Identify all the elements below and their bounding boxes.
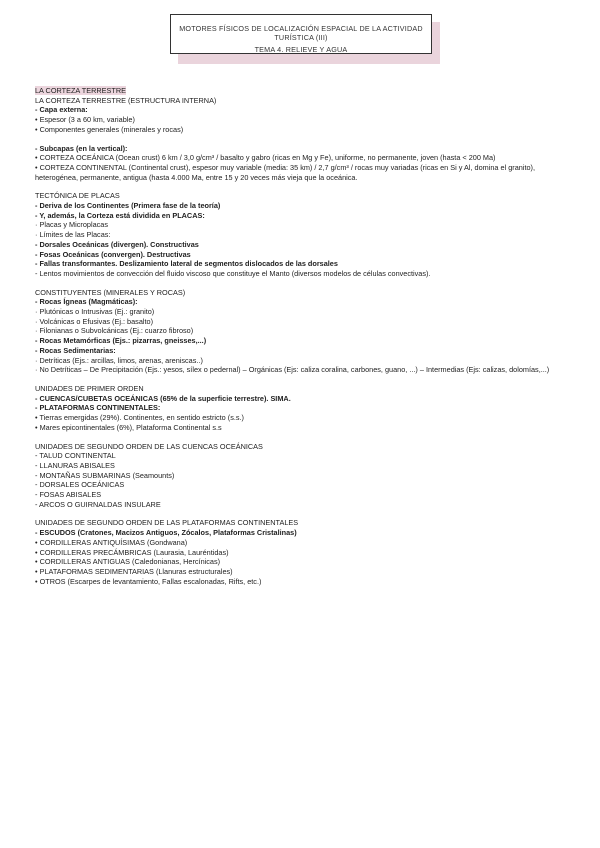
list-item: · Detríticas (Ejs.: arcillas, limos, arenas, areniscas..)	[35, 355, 203, 365]
list-item: - Fosas Oceánicas (convergen). Destructivas	[35, 249, 191, 259]
list-item: · Filonianas o Subvolcánicas (Ej.: cuarzo fibroso)	[35, 326, 194, 336]
list-item: • CORDILLERAS ANTIQUÍSIMAS (Gondwana)	[35, 537, 188, 547]
section-heading-segundo-oceanicas: UNIDADES DE SEGUNDO ORDEN DE LAS CUENCAS OCEÁNICAS	[35, 441, 263, 451]
list-item: - Rocas Sedimentarias:	[35, 345, 116, 355]
list-item: - Rocas Ígneas (Magmáticas):	[35, 297, 138, 307]
document-body	[35, 86, 580, 586]
subcapas: - Subcapas (en la vertical):	[35, 143, 128, 153]
list-item: - PLATAFORMAS CONTINENTALES:	[35, 403, 161, 413]
header-subtitle: TEMA 4. RELIEVE Y AGUA	[254, 45, 348, 54]
list-item: - CUENCAS/CUBETAS OCEÁNICAS (65% de la superficie terrestre). SIMA.	[35, 393, 291, 403]
section-heading-corteza: LA CORTEZA TERRESTRE	[35, 86, 126, 95]
list-item: · Límites de las Placas:	[35, 230, 111, 240]
section-heading-primer-orden: UNIDADES DE PRIMER ORDEN	[35, 383, 144, 393]
list-item: - DORSALES OCEÁNICAS	[35, 480, 125, 490]
list-item: · No Detríticas – De Precipitación (Ejs.: yesos, sílex o pedernal) – Orgánicas (Ejs: caliza coralina, carbones, guano, ...) – Intermedias (Ejs: calizas, dolomías,...)	[35, 365, 550, 375]
list-item: • Espesor (3 a 60 km, variable)	[35, 115, 135, 125]
list-item: • CORTEZA OCEÁNICA (Ocean crust) 6 km / 3,0 g/cm³ / basalto y gabro (ricas en Mg y Fe), uniforme, no permanente, joven (hasta < 200 Ma)	[35, 153, 496, 163]
list-item: - LLANURAS ABISALES	[35, 460, 115, 470]
list-item: - Lentos movimientos de convección del fluido viscoso que constituye el Manto (diversos modelos de células convectivas).	[35, 268, 431, 278]
list-item: • CORDILLERAS PRECÁMBRICAS (Laurasia, Lauréntidas)	[35, 547, 229, 557]
section-heading-constituyentes: CONSTITUYENTES (MINERALES Y ROCAS)	[35, 287, 186, 297]
list-item: • CORDILLERAS ANTIGUAS (Caledonianas, Hercínicas)	[35, 557, 221, 567]
section-heading-segundo-continentales: UNIDADES DE SEGUNDO ORDEN DE LAS PLATAFORMAS CONTINENTALES	[35, 518, 299, 528]
list-item: - Y, además, la Corteza está dividida en PLACAS:	[35, 210, 205, 220]
list-item: - ESCUDOS (Cratones, Macizos Antiguos, Zócalos, Plataformas Cristalinas)	[35, 528, 297, 538]
list-item: - TALUD CONTINENTAL	[35, 451, 116, 461]
list-item: - MONTAÑAS SUBMARINAS (Seamounts)	[35, 470, 175, 480]
list-item: - Deriva de los Continentes (Primera fase de la teoría)	[35, 201, 221, 211]
list-item: • OTROS (Escarpes de levantamiento, Fallas escalonadas, Rifts, etc.)	[35, 576, 262, 586]
list-item: - Rocas Metamórficas (Ejs.: pizarras, gneisses,...)	[35, 336, 207, 346]
list-item: - Fallas transformantes. Deslizamiento lateral de segmentos dislocados de las dorsales	[35, 259, 338, 269]
list-item: • Tierras emergidas (29%). Continentes, en sentido estricto (s.s.)	[35, 413, 244, 423]
header-title: MOTORES FÍSICOS DE LOCALIZACIÓN ESPACIAL DE LA ACTIVIDAD TURÍSTICA (III)	[179, 24, 423, 42]
list-item: - ARCOS O GUIRNALDAS INSULARE	[35, 499, 161, 509]
section-heading-tectonica: TECTÓNICA DE PLACAS	[35, 191, 120, 201]
corteza-subheading: LA CORTEZA TERRESTRE (ESTRUCTURA INTERNA)	[35, 95, 217, 105]
capa-externa: - Capa externa:	[35, 105, 88, 115]
list-item: - Dorsales Oceánicas (divergen). Constructivas	[35, 239, 199, 249]
list-item: · Plutónicas o Intrusivas (Ej.: granito)	[35, 307, 155, 317]
list-item: • PLATAFORMAS SEDIMENTARIAS (Llanuras estructurales)	[35, 566, 233, 576]
header-box	[170, 14, 432, 54]
list-item: · Volcánicas o Efusivas (Ej.: basalto)	[35, 316, 154, 326]
list-item: • CORTEZA CONTINENTAL (Continental crust), espesor muy variable (media: 35 km) / 2,7 g/cm³ / rocas muy variadas (ricas en Si y Al, domina el granito), heterogénea, permanente, antigua (hasta 4.000 Ma, entre 15 y 20 veces más vieja que la oceánica.	[35, 162, 535, 182]
list-item: • Mares epicontinentales (6%), Plataforma Continental s.s	[35, 422, 222, 432]
list-item: • Componentes generales (minerales y rocas)	[35, 124, 184, 134]
list-item: - FOSAS ABISALES	[35, 490, 102, 500]
list-item: · Placas y Microplacas	[35, 220, 108, 230]
